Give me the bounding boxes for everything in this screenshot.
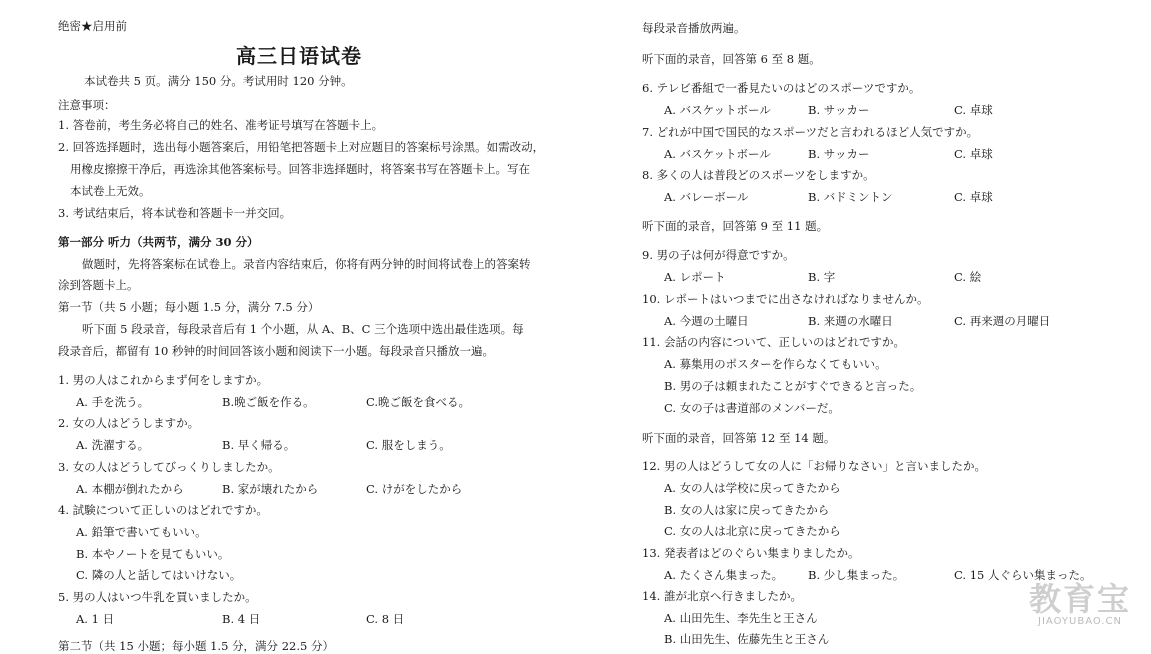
question-6-option-b: B. サッカー: [808, 103, 870, 117]
question-13-option-b: B. 少し集まった。: [808, 568, 905, 582]
question-12: 12. 男の人はどうして女の人に「お帰りなさい」と言いましたか。: [642, 459, 986, 473]
question-11-option-b: B. 男の子は頼まれたことがすぐできると言った。: [664, 379, 922, 393]
question-1-option-c: C.晩ご飯を食べる。: [366, 395, 471, 409]
question-1: 1. 男の人はこれからまず何をしますか。: [58, 373, 269, 387]
question-10: 10. レポートはいつまでに出さなければなりませんか。: [642, 292, 929, 306]
question-10-option-c: C. 再来週の月曜日: [954, 314, 1051, 328]
question-2-option-b: B. 早く帰る。: [222, 438, 296, 452]
question-9-option-b: B. 字: [808, 270, 836, 284]
question-4-option-b: B. 本やノートを見てもいい。: [76, 547, 230, 561]
group-instruction-9-11: 听下面的录音，回答第 9 至 11 题。: [642, 219, 829, 233]
question-14-option-a: A. 山田先生、李先生と王さん: [664, 611, 818, 625]
question-11-option-c: C. 女の子は書道部のメンバーだ。: [664, 401, 840, 415]
question-7: 7. どれが中国で国民的なスポーツだと言われるほど人気ですか。: [642, 125, 979, 139]
left-page: [58, 0, 553, 653]
question-3-option-a: A. 本棚が倒れたから: [76, 482, 184, 496]
notice-item-1: 1. 答卷前，考生务必将自己的姓名、准考证号填写在答题卡上。: [58, 118, 384, 132]
group-instruction-12-14: 听下面的录音，回答第 12 至 14 题。: [642, 431, 836, 445]
question-12-option-a: A. 女の人は学校に戻ってきたから: [664, 481, 841, 495]
right-page: [642, 0, 1112, 647]
question-2-option-a: A. 洗濯する。: [76, 438, 150, 452]
question-8-option-c: C. 卓球: [954, 190, 993, 204]
question-4-option-c: C. 隣の人と話してはいけない。: [76, 568, 242, 582]
question-3-option-b: B. 家が壊れたから: [222, 482, 319, 496]
question-9-option-c: C. 絵: [954, 270, 982, 284]
question-3-option-c: C. けがをしたから: [366, 482, 463, 496]
question-14-option-b: B. 山田先生、佐藤先生と王さん: [664, 632, 830, 646]
exam-title: 高三日语试卷: [236, 44, 362, 68]
notice-heading: 注意事项：: [58, 98, 116, 112]
notice-item-2-line-3: 本试卷上无效。: [70, 184, 151, 198]
question-11: 11. 会話の内容について、正しいのはどれですか。: [642, 335, 905, 349]
question-8: 8. 多くの人は普段どのスポーツをしますか。: [642, 168, 875, 182]
question-13: 13. 発表者はどのぐらい集まりましたか。: [642, 546, 860, 560]
question-6: 6. テレビ番組で一番見たいのはどのスポーツですか。: [642, 81, 921, 95]
watermark-main: 教育宝: [1028, 580, 1131, 618]
question-11-option-a: A. 募集用のポスターを作らなくてもいい。: [664, 357, 887, 371]
question-10-option-a: A. 今週の土曜日: [664, 314, 749, 328]
question-12-option-c: C. 女の人は北京に戻ってきたから: [664, 524, 841, 538]
question-12-option-b: B. 女の人は家に戻ってきたから: [664, 503, 830, 517]
question-1-option-a: A. 手を洗う。: [76, 395, 150, 409]
confidential-mark: 绝密★启用前: [58, 19, 127, 33]
question-2: 2. 女の人はどうしますか。: [58, 416, 200, 430]
question-7-option-a: A. バスケットボール: [664, 147, 771, 161]
question-2-option-c: C. 服をしまう。: [366, 438, 451, 452]
question-7-option-b: B. サッカー: [808, 147, 870, 161]
group-instruction-6-8: 听下面的录音，回答第 6 至 8 题。: [642, 52, 821, 66]
question-5: 5. 男の人はいつ牛乳を買いましたか。: [58, 590, 257, 604]
section1-instruction-line-1: 听下面 5 段录音，每段录音后有 1 个小题，从 A、B、C 三个选项中选出最佳选项。每: [82, 322, 524, 336]
question-9: 9. 男の子は何が得意ですか。: [642, 248, 795, 262]
question-6-option-a: A. バスケットボール: [664, 103, 771, 117]
part1-intro-line-1: 做题时，先将答案标在试卷上。录音内容结束后，你将有两分钟的时间将试卷上的答案转: [82, 257, 531, 271]
section1-instruction-line-2: 段录音后，都留有 10 秒钟的时间回答该小题和阅读下一小题。每段录音只播放一遍。: [58, 344, 494, 358]
question-8-option-b: B. バドミントン: [808, 190, 893, 204]
section1-heading: 第一节（共 5 小题；每小题 1.5 分，满分 7.5 分）: [58, 300, 320, 314]
question-4: 4. 試験について正しいのはどれですか。: [58, 503, 268, 517]
question-5-option-b: B. 4 日: [222, 612, 261, 626]
question-10-option-b: B. 来週の水曜日: [808, 314, 893, 328]
exam-info: 本试卷共 5 页。满分 150 分。考试用时 120 分钟。: [84, 74, 353, 88]
question-1-option-b: B.晩ご飯を作る。: [222, 395, 315, 409]
question-13-option-a: A. たくさん集まった。: [664, 568, 784, 582]
question-8-option-a: A. バレーボール: [664, 190, 749, 204]
notice-item-2-line-2: 用橡皮擦擦干净后，再选涂其他答案标号。回答非选择题时，将答案书写在答题卡上。写在: [70, 162, 530, 176]
notice-item-2-line-1: 2. 回答选择题时，选出每小题答案后，用铅笔把答题卡上对应题目的答案标号涂黑。如需改动，: [58, 140, 545, 154]
question-4-option-a: A. 鉛筆で書いてもいい。: [76, 525, 207, 539]
part1-intro-line-2: 涂到答题卡上。: [58, 278, 139, 292]
question-13-option-c: C. 15 人ぐらい集まった。: [954, 568, 1092, 582]
section2-heading: 第二节（共 15 小题；每小题 1.5 分，满分 22.5 分）: [58, 639, 334, 653]
part1-heading: 第一部分 听力（共两节，满分 30 分）: [58, 235, 259, 249]
question-14: 14. 誰が北京へ行きましたか。: [642, 589, 802, 603]
question-7-option-c: C. 卓球: [954, 147, 993, 161]
question-3: 3. 女の人はどうしてびっくりしましたか。: [58, 460, 280, 474]
notice-item-3: 3. 考试结束后，将本试卷和答题卡一并交回。: [58, 206, 292, 220]
question-6-option-c: C. 卓球: [954, 103, 993, 117]
watermark-logo: [1029, 574, 1131, 627]
watermark-url: JIAOYUBAO.CN: [1038, 616, 1122, 627]
question-5-option-a: A. 1 日: [76, 612, 115, 626]
play-twice-note: 每段录音播放两遍。: [642, 21, 746, 35]
question-5-option-c: C. 8 日: [366, 612, 405, 626]
question-9-option-a: A. レポート: [664, 270, 726, 284]
